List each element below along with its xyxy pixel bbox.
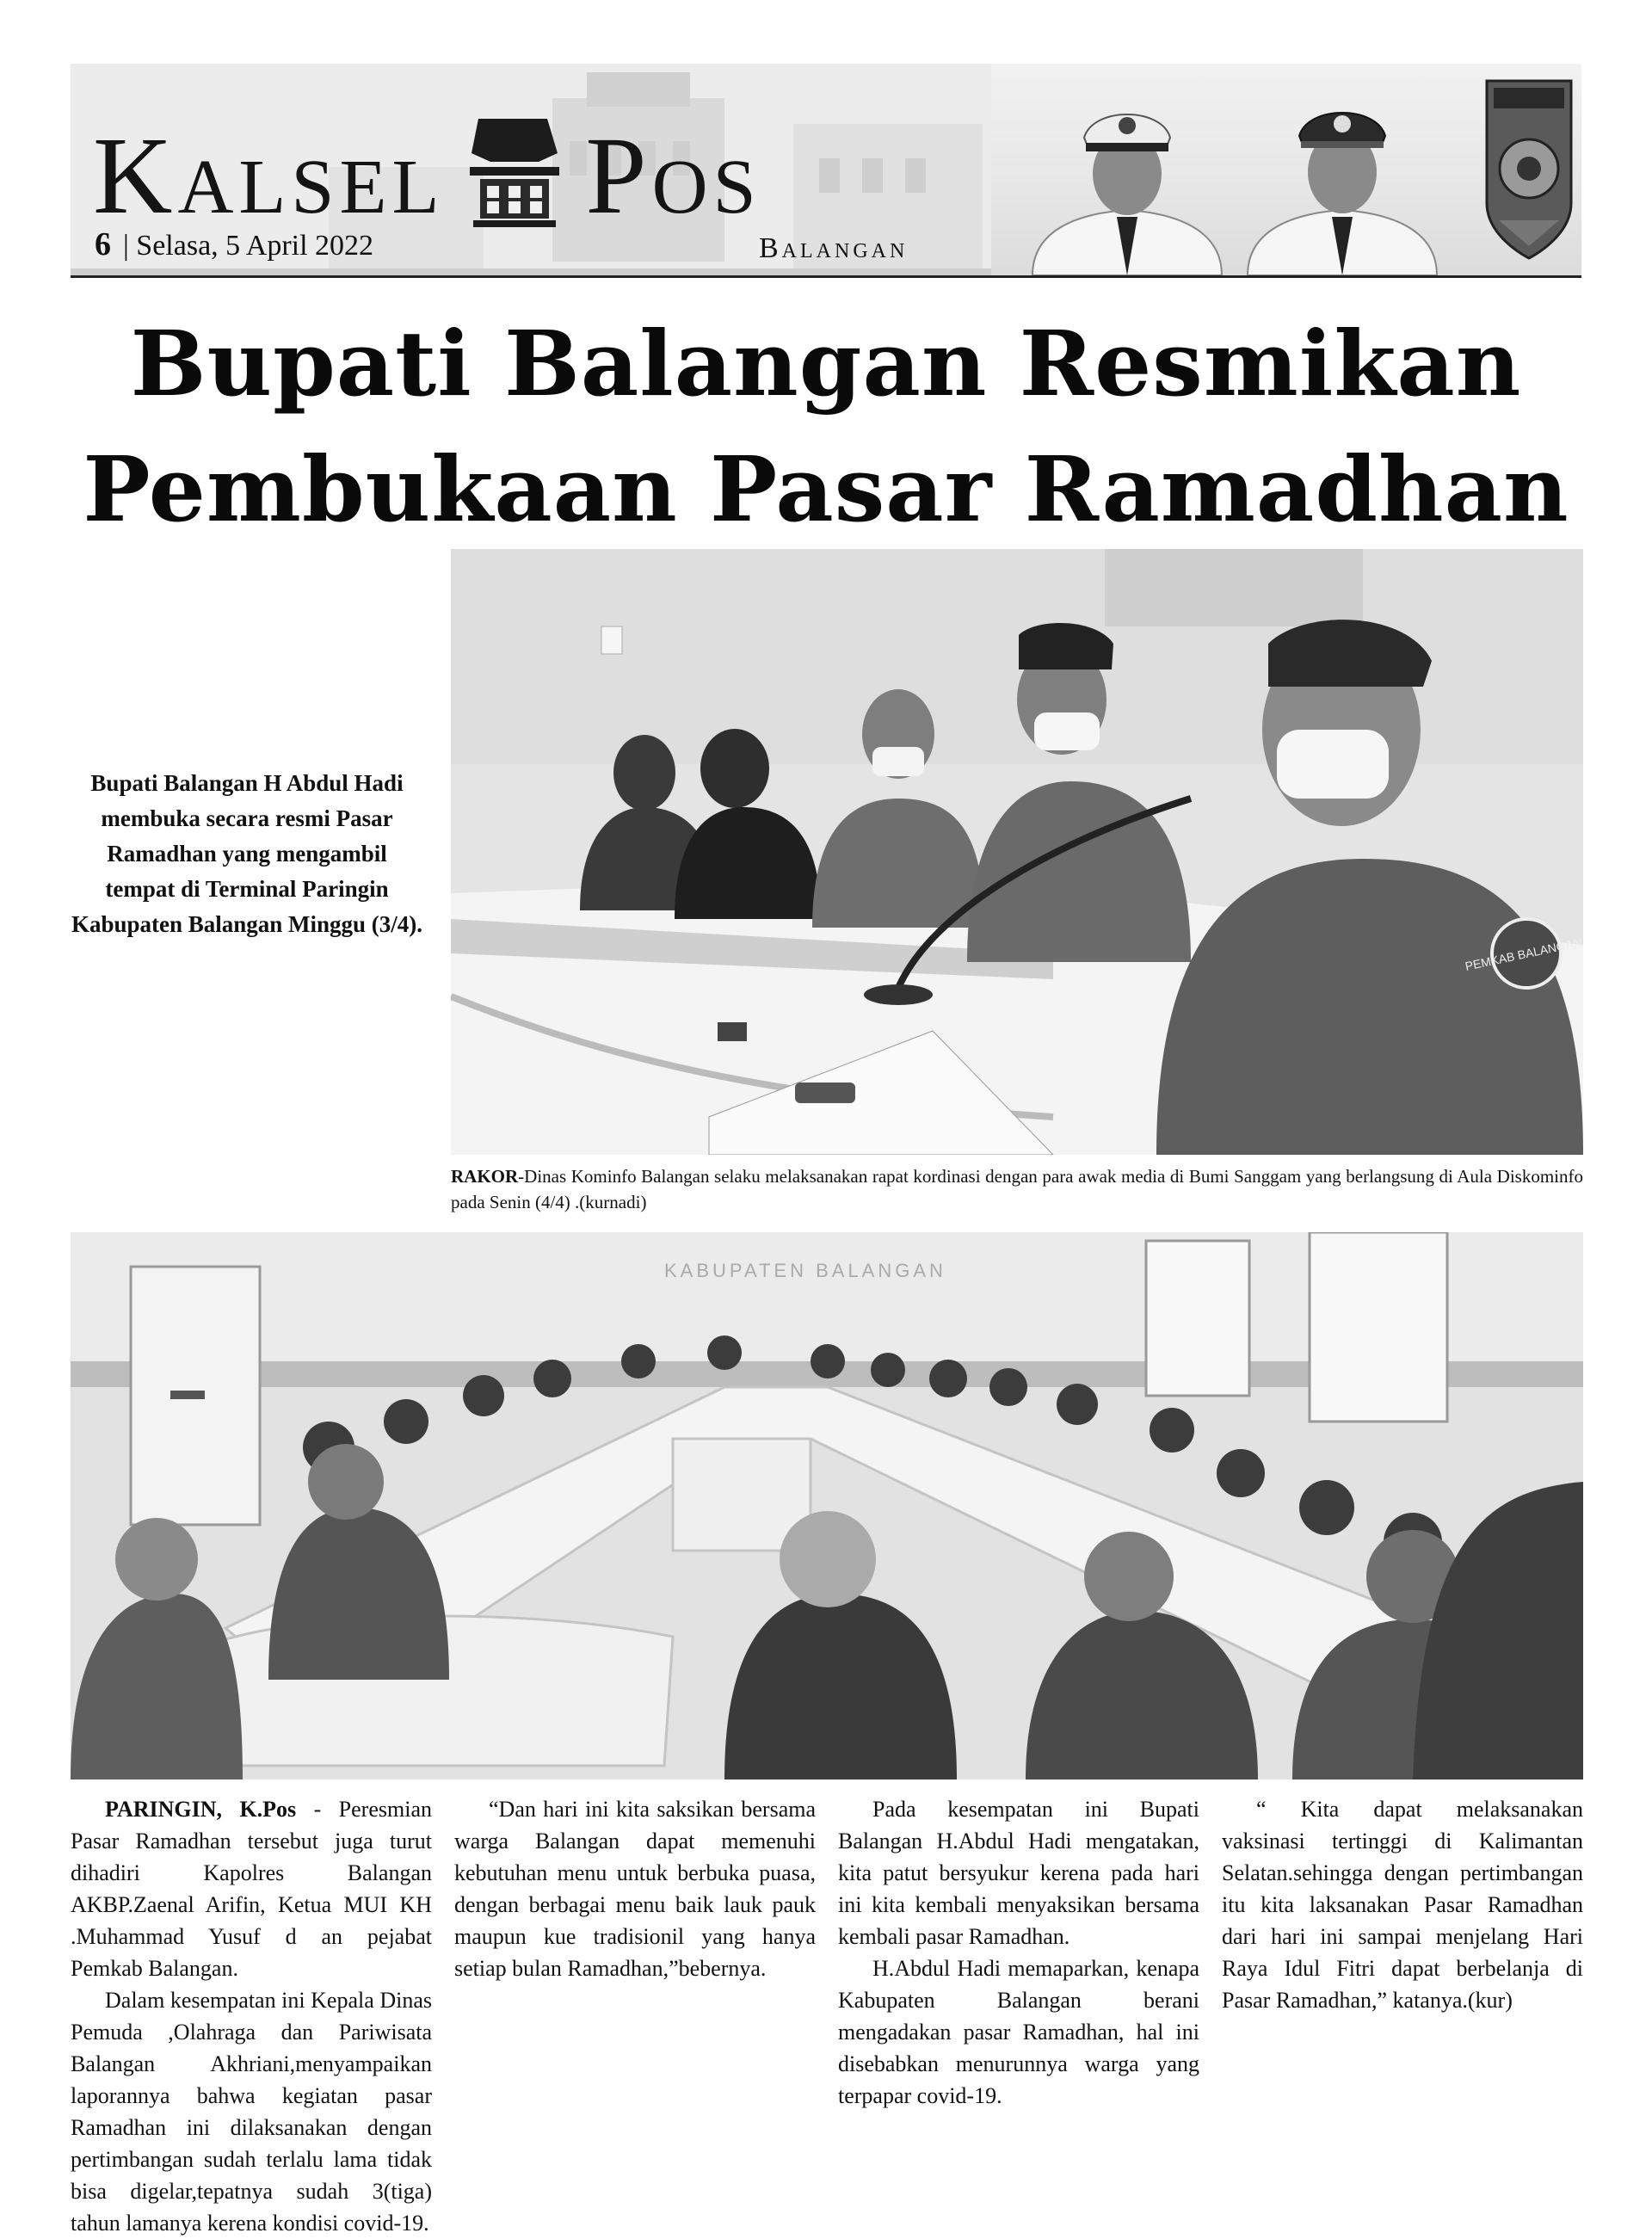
article-paragraph-3: “Dan hari ini kita saksikan bersama warga Balangan dapat memenuhi kebutuhan menu untuk berbuka puasa, dengan berbagai menu baik lauk pauk maupun kue tradisionil yang hanya setiap bulan Ramadhan,”bebernya.: [454, 1797, 816, 1981]
meeting-photo-2: [71, 1232, 1583, 1779]
article-paragraph-5: H.Abdul Hadi memaparkan, kenapa Kabupaten Balangan berani mengadakan pasar Ramadhan, hal ini disebabkan menurunnya warga yang terpapar covid-19.: [838, 1956, 1199, 2108]
wall-sign-text: KABUPATEN BALANGAN: [664, 1260, 946, 1281]
portrait-right: [1248, 113, 1437, 275]
uniform-badge-text: PEMKAB BALANGAN: [1464, 934, 1583, 973]
article-column-1: [71, 1793, 432, 2236]
photo-1-caption: [451, 1163, 1583, 1215]
article-column-4: [1222, 1793, 1583, 2172]
regency-crest-icon: [1482, 74, 1576, 265]
article-paragraph-6: “ Kita dapat melaksanakan vaksinasi tertinggi di Kalimantan Selatan.sehingga dengan pertimbangan itu kita laksanakan Pasar Ramadhan dari hari ini sampai menjelang Hari Raya Idul Fitri dapat berbelanja di Pasar Ramadhan,” katanya.(kur): [1222, 1797, 1583, 2013]
masthead-rule: [71, 275, 1581, 278]
article-body: [71, 1793, 1583, 2236]
brand-word-pos: Pos: [585, 114, 761, 237]
article-paragraph-4: Pada kesempatan ini Bupati Balangan H.Abdul Hadi mengatakan, kita patut bersyukur kerena pada hari ini kita kembali menyaksikan bersama kembali pasar Ramadhan.: [838, 1797, 1199, 1949]
page-headline: [71, 301, 1581, 552]
section-name: Balangan: [759, 232, 909, 264]
article-paragraph-1: PARINGIN, K.Pos - Peresmian Pasar Ramadhan tersebut juga turut dihadiri Kapolres Balangan AKBP.Zaenal Arifin, Ketua MUI KH .Muhammad Yusuf d an pejabat Pemkab Balangan.: [71, 1797, 432, 1981]
meeting-photo-1-image: [451, 549, 1583, 1155]
masthead: [71, 64, 1581, 275]
article-paragraph-2: Dalam kesempatan ini Kepala Dinas Pemuda ,Olahraga dan Pariwisata Balangan Akhriani,menyampaikan laporannya bahwa kegiatan pasar Ramadhan ini dilaksanakan dengan pertimbangan sudah terlalu lama tidak bisa digelar,tepatnya sudah 3(tiga) tahun lamanya kerena kondisi covid-19.: [71, 1988, 432, 2236]
article-column-2: [454, 1793, 816, 2172]
meeting-photo-2-image: [71, 1232, 1583, 1779]
issue-date: | Selasa, 5 April 2022: [123, 230, 374, 262]
brand-emblem-icon: [461, 110, 568, 231]
meeting-photo-1: [451, 549, 1583, 1155]
page-number: 6: [95, 226, 111, 262]
caption-text: -Dinas Kominfo Balangan selaku melaksanakan rapat kordinasi dengan para awak media di Bumi Sanggam yang berlangsung di Aula Diskominfo pada Senin (4/4) .(kurnadi): [451, 1166, 1583, 1212]
article-dateline: PARINGIN, K.Pos: [105, 1797, 297, 1822]
brand-word-kalsel: Kalsel: [93, 114, 445, 237]
portrait-left: [1032, 114, 1222, 275]
issue-info: [95, 225, 373, 263]
side-caption: Bupati Balangan H Abdul Hadi membuka secara resmi Pasar Ramadhan yang mengambil tempat di Terminal Paringin Kabupaten Balangan Minggu (3/4).: [71, 770, 423, 937]
caption-lead: RAKOR: [451, 1166, 519, 1187]
officials-portraits-image: [998, 64, 1463, 275]
headline-line-1: Bupati Balangan Resmikan: [130, 311, 1522, 416]
headline-line-2: Pembukaan Pasar Ramadhan: [83, 436, 1569, 542]
article-column-3: [838, 1793, 1199, 2172]
brand-logotype: [93, 102, 761, 237]
